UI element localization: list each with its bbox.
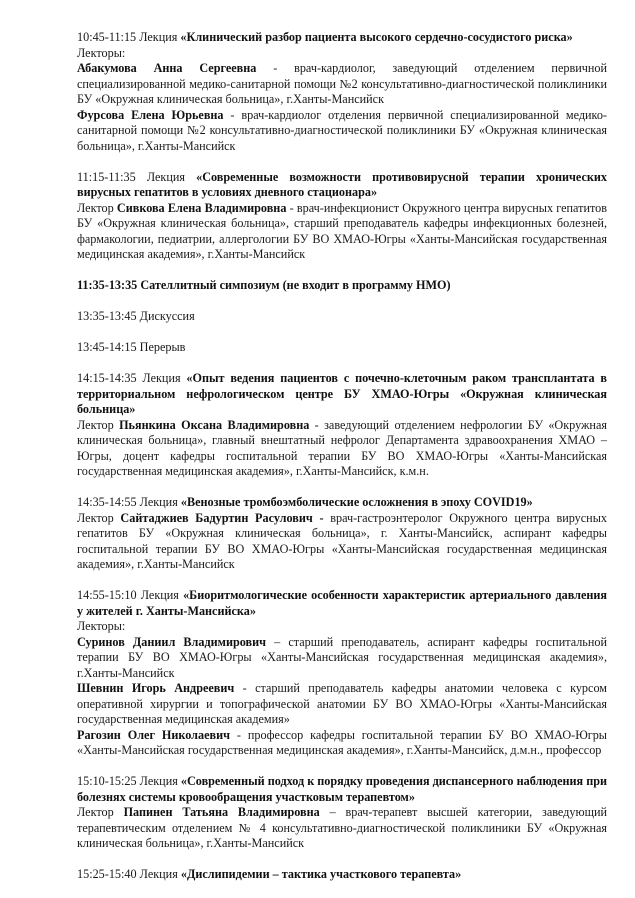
session-title: «Дислипидемии – тактика участкового терапевта»	[180, 867, 462, 881]
session-heading	[77, 495, 607, 511]
session-time: 14:35-14:55	[77, 495, 137, 509]
speaker	[77, 805, 607, 852]
speaker-desc: - врач-кардиолог, заведующий отделением первичной специализированной медико-санитарной помощи №2 консультативно-диагностической поликлиники БУ «Окружная клиническая больница», г.Ханты-Мансийск	[77, 61, 607, 106]
session-type: Лекция	[139, 774, 178, 788]
speaker	[77, 108, 607, 155]
speaker	[77, 681, 607, 728]
speaker-desc: - врач-инфекционист Окружного центра вирусных гепатитов БУ «Окружная клиническая больница», старший преподаватель кафедры инфекционных болезней, фармакологии, педиатрии, аллергологии БУ ВО ХМАО-Югры «Ханты-Мансийская государственная медицинская академия», г.Ханты-Мансийск	[77, 200, 607, 261]
speaker-name: Абакумова Анна Сергеевна	[77, 61, 257, 75]
speaker-desc: - врач-кардиолог отделения первичной специализированной медико-санитарной помощи №2 консультативно-диагностической поликлиники БУ «Окружная клиническая больница», г.Ханты-Мансийск	[77, 107, 607, 153]
session-time: 11:15-11:35	[77, 169, 136, 184]
session-title: «Венозные тромбоэмболические осложнения в эпоху COVID19»	[180, 495, 533, 509]
program-item	[77, 774, 607, 852]
speaker	[77, 418, 607, 480]
session-type: Лекция	[139, 30, 178, 44]
speaker-desc: врач-гастроэнтеролог Окружного центра вирусных гепатитов БУ «Окружная клиническая больница», г. Ханты-Мансийск, аспирант кафедры госпитальной терапии БУ ВО ХМАО-Югры «Ханты-Мансийская государственная медицинская академия», г.Ханты-Мансийск	[77, 510, 607, 571]
session-heading	[77, 867, 607, 883]
speaker-desc: - старший преподаватель кафедры анатомии человека с курсом оперативной хирургии и топографической анатомии БУ ВО ХМАО-Югры «Ханты-Мансийская государственная медицинская академия»	[77, 681, 608, 726]
program-item	[77, 309, 607, 325]
speaker-prefix: Лектор	[77, 417, 120, 432]
session-type: Лекция	[146, 169, 185, 184]
speaker-name: Шевнин Игорь Андреевич	[77, 681, 235, 695]
session-title: Сателлитный симпозиум (не входит в программу НМО)	[140, 278, 451, 292]
speaker-name: Папинен Татьяна Владимировна	[123, 805, 320, 819]
session-type: Лекция	[142, 371, 181, 385]
session-heading	[77, 278, 607, 294]
session-time: 13:45-14:15	[77, 340, 137, 354]
speaker-prefix: Лектор	[77, 200, 117, 215]
speaker	[77, 635, 607, 682]
session-type: Перерыв	[139, 340, 186, 354]
speaker-name: Суринов Даниил Владимирович	[77, 634, 267, 649]
speaker-desc: - профессор кафедры госпитальной терапии БУ ВО ХМАО-Югры «Ханты-Мансийская государственная медицинская академия», г.Ханты-Мансийск, д.м.н., профессор	[77, 727, 607, 757]
session-type: Лекция	[139, 867, 178, 881]
program-item	[77, 588, 607, 759]
session-title: «Клинический разбор пациента высокого сердечно-сосудистого риска»	[180, 30, 573, 44]
speaker-prefix: Лектор	[77, 510, 121, 525]
session-title: «Современный подход к порядку проведения диспансерного наблюдения при болезнях системы кровообращения участковым терапевтом»	[77, 774, 608, 804]
speaker	[77, 61, 607, 108]
program-item	[77, 867, 607, 883]
program-item	[77, 278, 607, 294]
speaker-desc: – врач-терапевт высшей категории, заведующий терапевтическим отделением № 4 консультативно-диагностической поликлиники БУ «Окружная клиническая больница», г.Ханты-Мансийск	[77, 805, 607, 850]
speaker	[77, 728, 607, 759]
speaker	[77, 511, 607, 573]
speaker-name: Пьянкина Оксана Владимировна	[119, 417, 310, 432]
session-heading	[77, 340, 607, 356]
program-item	[77, 170, 607, 263]
session-title: «Опыт ведения пациентов с почечно-клеточным раком трансплантата в территориальном нефрологическом центре БУ ХМАО-Югры «Окружная клиническая больница»	[77, 371, 607, 416]
speaker-name: Сивкова Елена Владимировна	[116, 200, 287, 215]
session-time: 11:35-13:35	[77, 278, 138, 292]
session-type: Лекция	[140, 588, 179, 602]
program-item	[77, 371, 607, 480]
speakers-label: Лекторы:	[77, 45, 126, 60]
session-heading	[77, 309, 607, 325]
session-time: 14:55-15:10	[77, 588, 137, 602]
speaker-prefix: Лектор	[77, 805, 124, 819]
speaker-name: Фурсова Елена Юрьевна	[77, 107, 224, 122]
session-time: 14:15-14:35	[77, 371, 137, 385]
speakers-label: Лекторы:	[77, 619, 126, 633]
session-type: Лекция	[139, 495, 178, 509]
program-item	[77, 30, 607, 154]
session-time: 15:10-15:25	[77, 774, 137, 788]
session-heading	[77, 588, 607, 619]
speaker-name: Сайтаджиев Бадуртин Расулович -	[120, 510, 324, 525]
session-heading	[77, 30, 607, 46]
session-time: 13:35-13:45	[77, 309, 137, 323]
speaker-name: Рагозин Олег Николаевич	[77, 727, 230, 742]
session-heading	[77, 170, 607, 201]
session-time: 15:25-15:40	[77, 867, 137, 881]
speaker-desc: - заведующий отделением нефрологии БУ «Окружная клиническая больница», главный внештатный нефролог Департамента здравоохранения ХМАО – Югры, доцент кафедры госпитальной терапии БУ ВО ХМАО-Югры «Ханты-Мансийская государственная медицинская академия», г.Ханты-Мансийск, к.м.н.	[77, 417, 607, 478]
session-time: 10:45-11:15	[77, 30, 137, 44]
session-title: «Биоритмологические особенности характеристик артериального давления у жителей г. Ханты-Мансийска»	[77, 588, 608, 618]
program-item	[77, 340, 607, 356]
session-title: «Современные возможности противовирусной терапии хронических вирусных гепатитов в условиях дневного стационара»	[77, 169, 608, 199]
session-type: Дискуссия	[139, 309, 195, 323]
session-heading	[77, 371, 607, 418]
speaker	[77, 201, 607, 263]
program-item	[77, 495, 607, 573]
session-heading	[77, 774, 607, 805]
program-document	[77, 30, 607, 898]
speaker-desc: – старший преподаватель, аспирант кафедры госпитальной терапии БУ ВО ХМАО-Югры «Ханты-Мансийская государственная медицинская академия», г.Ханты-Мансийск	[77, 634, 607, 680]
